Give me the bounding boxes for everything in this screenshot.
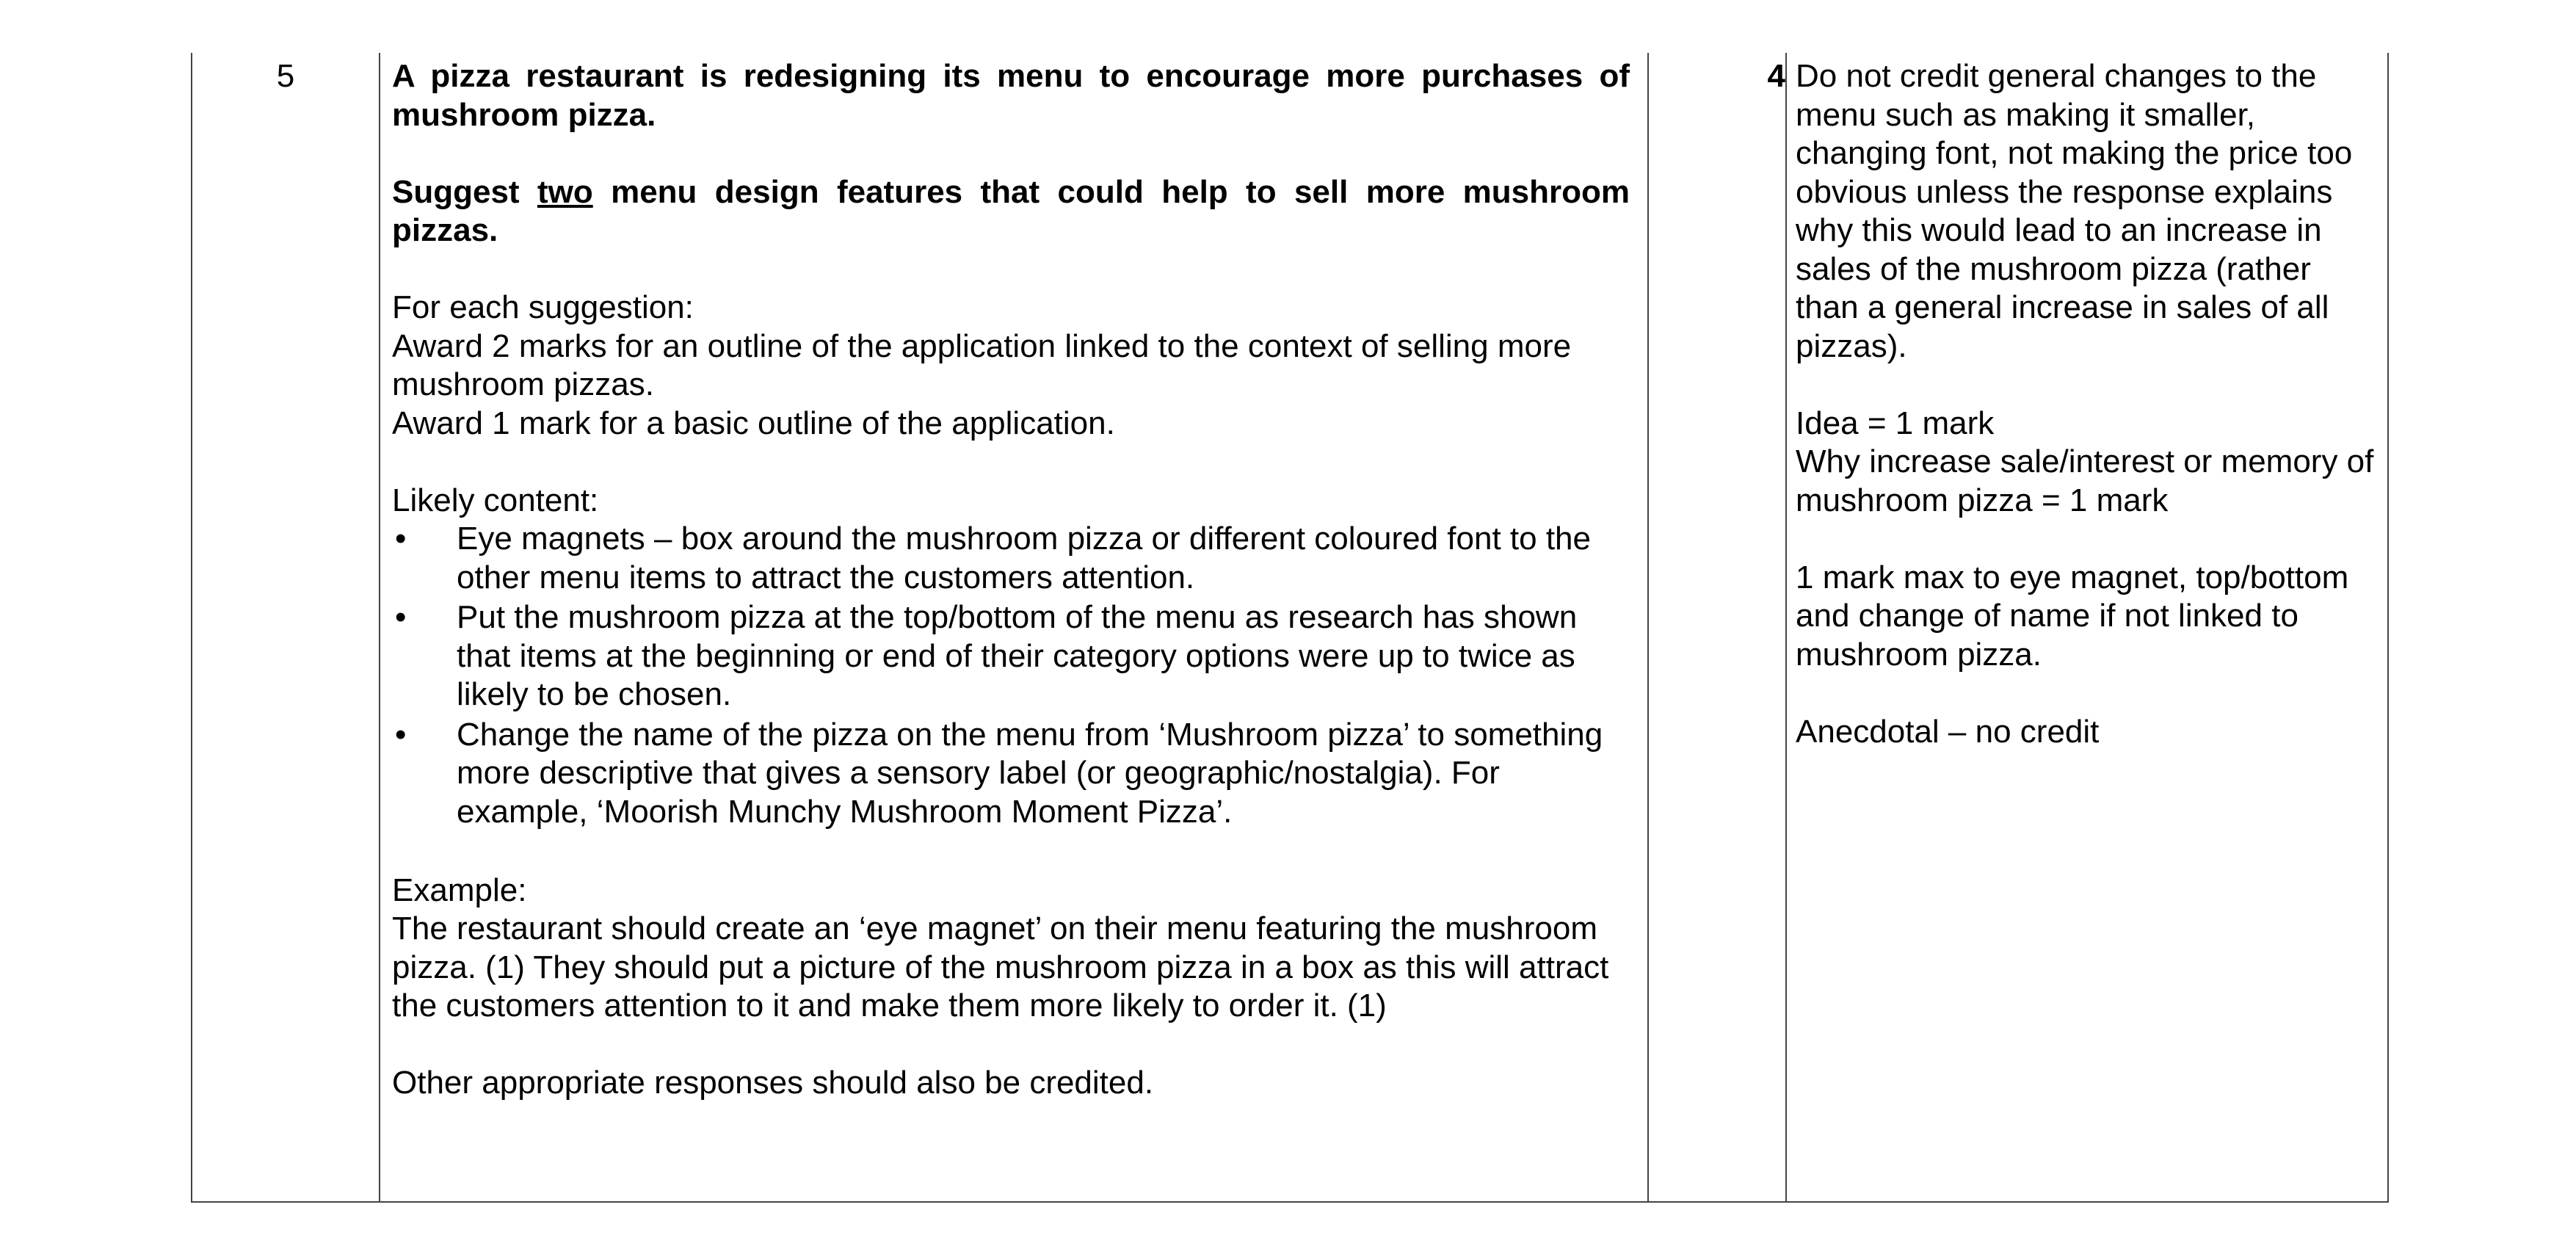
guidance-cell [1796,53,2376,751]
list-item [392,598,1630,714]
example-label: Example: [392,872,527,908]
bullet-icon: • [395,521,407,557]
list-item-text: Put the mushroom pizza at the top/bottom of the menu as research has shown that items at the beginning or end of their category options were up to twice as likely to be chosen. [457,599,1578,712]
question-number: 5 [276,58,295,94]
answer-cell [392,53,1630,1103]
likely-content-label: Likely content: [392,482,599,518]
bullet-icon: • [395,599,407,635]
instruction-emphasis: two [537,173,593,210]
column-divider [1647,53,1649,1201]
guidance-max: 1 mark max to eye magnet, top/bottom and change of name if not linked to mushroom pizza. [1796,559,2349,673]
instruction-text: Suggest [392,173,537,210]
marks-value: 4 [1767,58,1785,94]
list-item-text: Change the name of the pizza on the menu from ‘Mushroom pizza’ to something more descriptive that gives a sensory label (or geographic/nostalgia). For example, ‘Moorish Munchy Mushroom Moment Pizza’. [457,716,1603,830]
guidance-general: Do not credit general changes to the menu such as making it smaller, changing font, not making the price too obvious unless the response explains why this would lead to an increase in sales of the mushroom pizza (rather than a general increase in sales of all pizzas). [1796,58,2353,364]
for-each-label: For each suggestion: [392,289,694,325]
guidance-why: Why increase sale/interest or memory of mushroom pizza = 1 mark [1796,443,2374,518]
bullet-icon: • [395,716,407,753]
example-text: The restaurant should create an ‘eye magnet’ on their menu featuring the mushroom pizza. (1) They should put a picture of the mushroom pizza in a box as this will attract the customers attention to it and make them more likely to order it. (1) [392,910,1609,1024]
instruction-text: menu design features that could help to sell more mushroom pizzas. [392,173,1630,248]
list-item [392,520,1630,597]
guidance-idea: Idea = 1 mark [1796,405,1995,441]
award-one-mark: Award 1 mark for a basic outline of the application. [392,405,1115,441]
mark-scheme-table [191,53,2389,1203]
award-two-marks: Award 2 marks for an outline of the application linked to the context of selling more mushroom pizzas. [392,327,1572,402]
likely-content-list [392,520,1630,831]
guidance-anecdotal: Anecdotal – no credit [1796,713,2100,750]
question-instruction [392,173,1630,250]
question-prompt: A pizza restaurant is redesigning its menu to encourage more purchases of mushroom pizza. [392,58,1630,133]
column-divider [379,53,380,1201]
list-item-text: Eye magnets – box around the mushroom pizza or different coloured font to the other menu items to attract the customers attention. [457,521,1591,595]
column-divider [1785,53,1787,1201]
list-item [392,716,1630,832]
other-responses-note: Other appropriate responses should also be credited. [392,1065,1154,1101]
